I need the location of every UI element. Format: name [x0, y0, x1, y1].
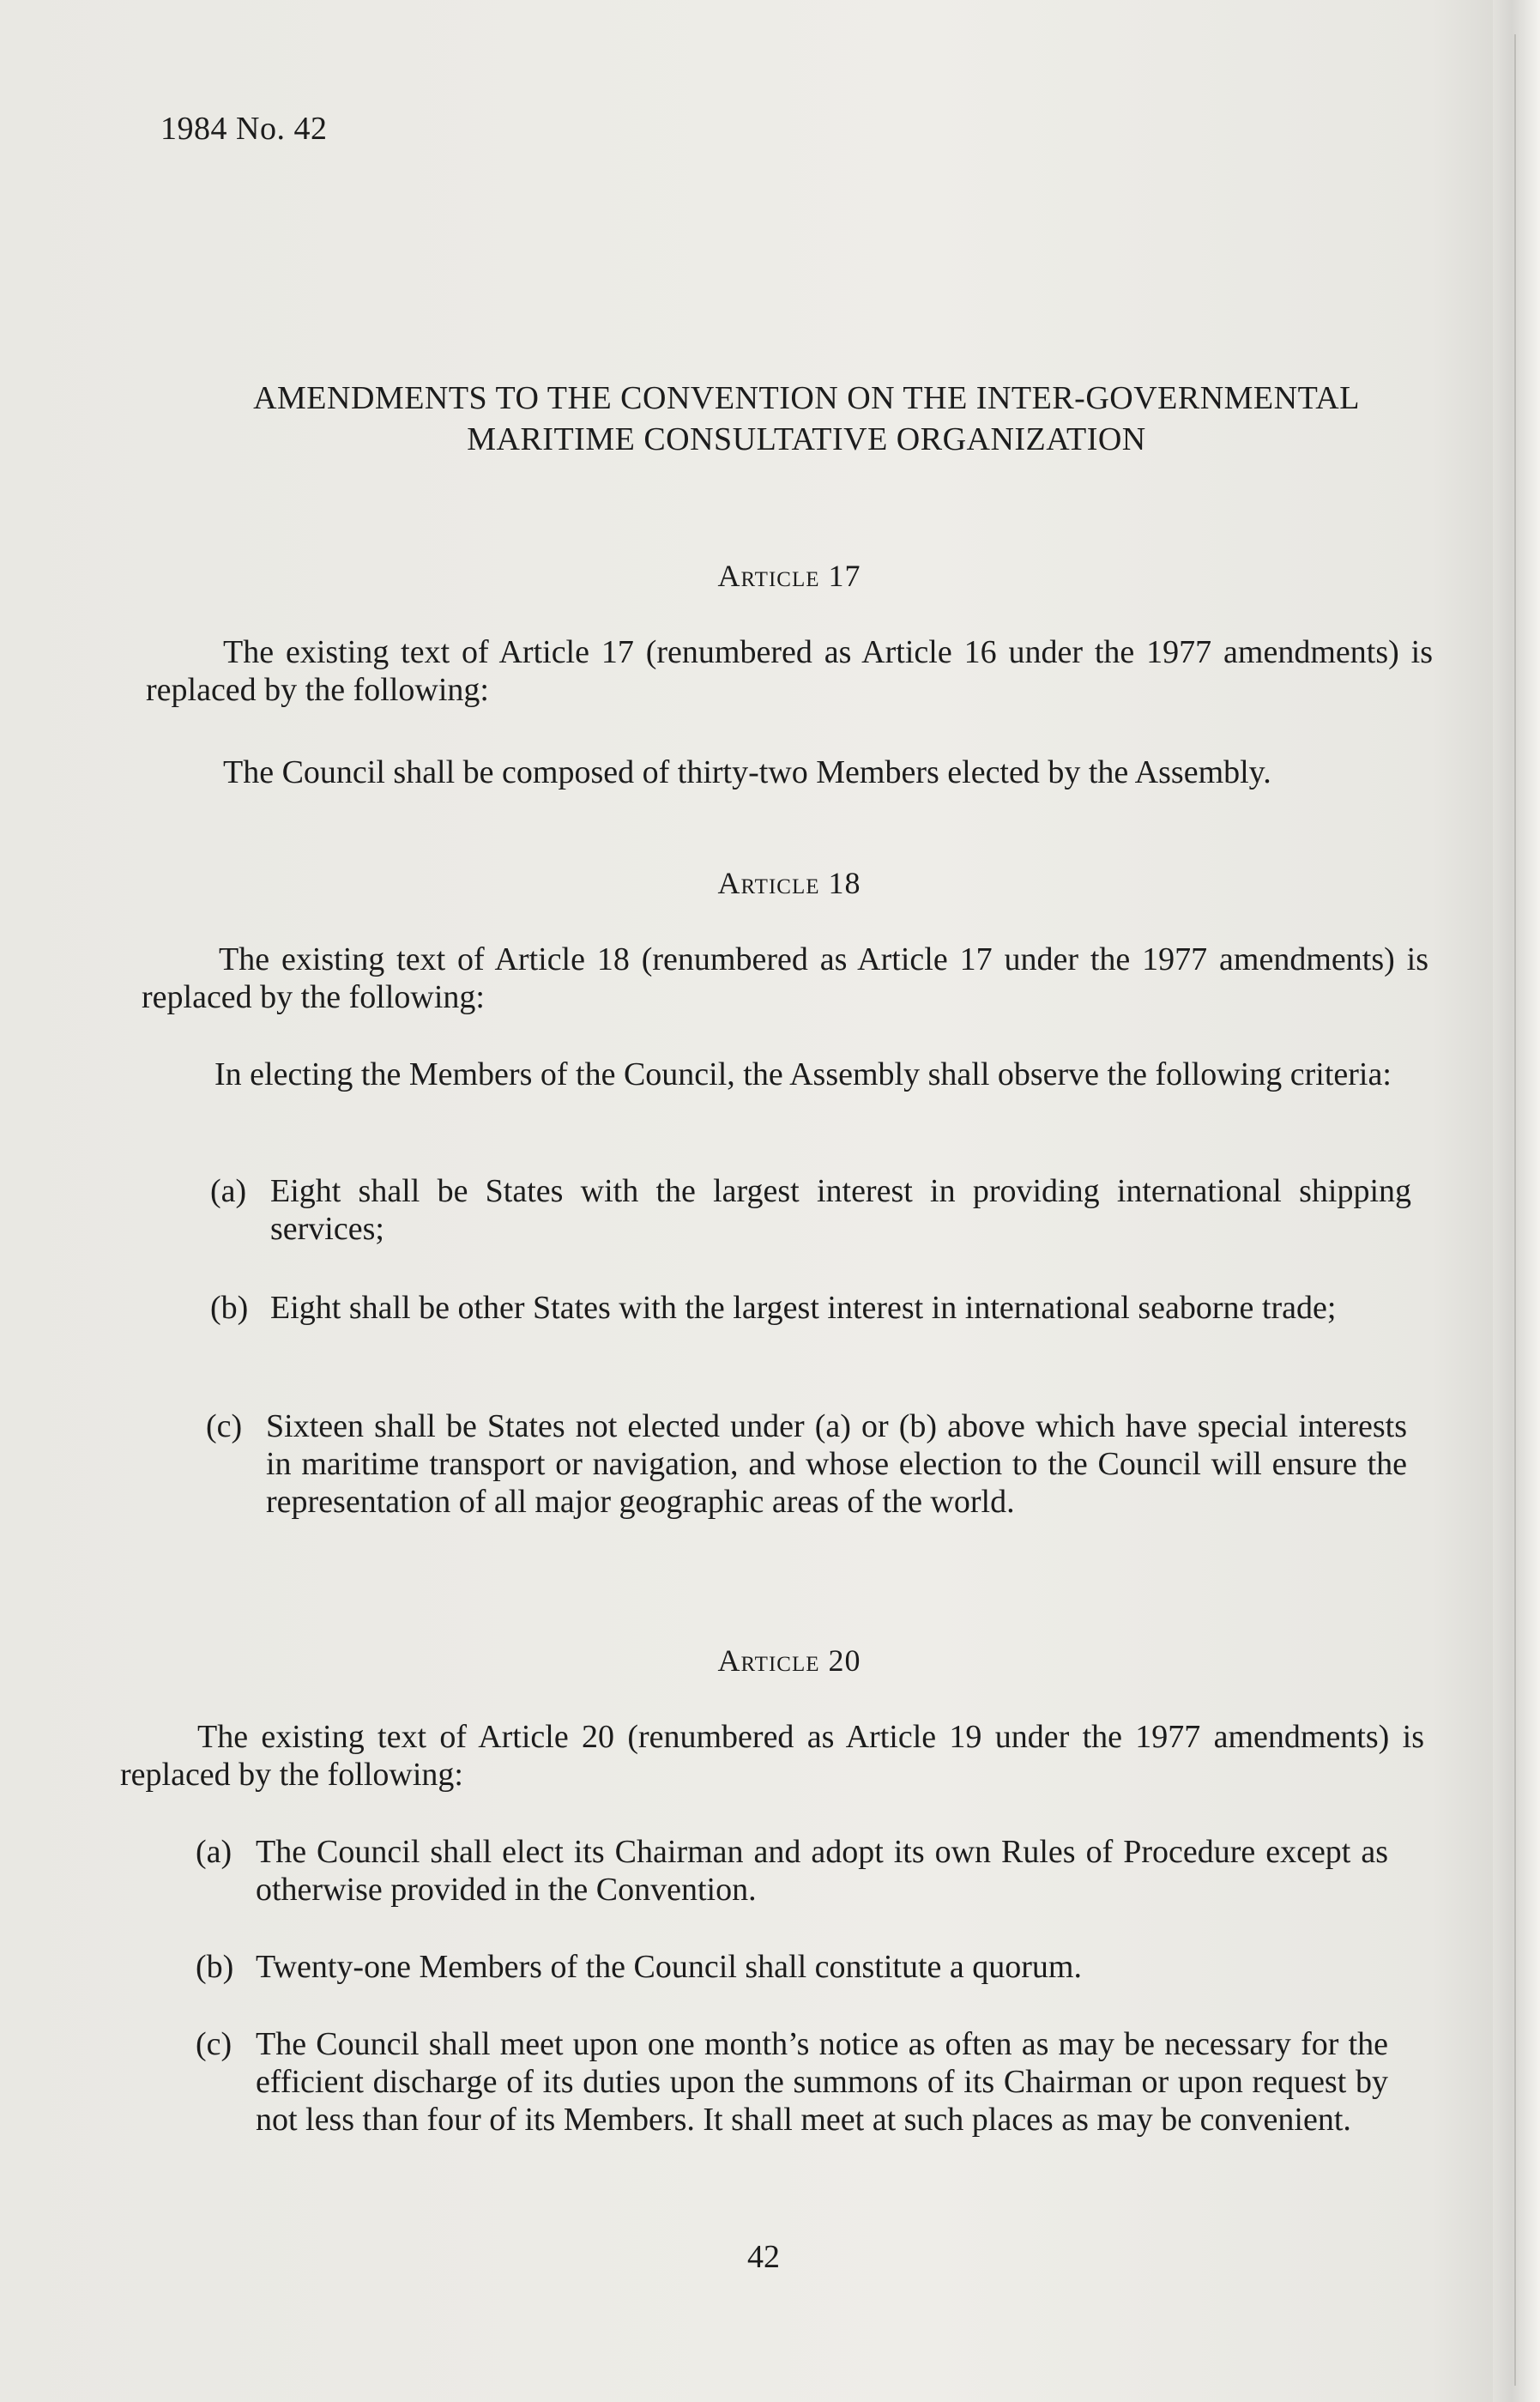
item-label: (a) — [210, 1173, 247, 1209]
item-text: Eight shall be States with the largest interest in providing international shipping services; — [270, 1173, 1411, 1247]
page-edge — [1493, 0, 1540, 2402]
item-text: Eight shall be other States with the largest interest in international seaborne trade; — [270, 1290, 1337, 1326]
article-17-intro: The existing text of Article 17 (renumbered as Article 16 under the 1977 amendments) is replaced by the following: — [146, 634, 1433, 708]
article-17-heading: Article 17 — [717, 559, 861, 593]
article-20-intro: The existing text of Article 20 (renumbered as Article 19 under the 1977 amendments) is replaced by the following: — [120, 1719, 1424, 1793]
item-label: (c) — [206, 1408, 243, 1444]
running-head: 1984 No. 42 — [160, 111, 328, 147]
title-line-1: AMENDMENTS TO THE CONVENTION ON THE INTER-GOVERNMENTAL — [253, 380, 1360, 416]
item-text: The Council shall elect its Chairman and adopt its own Rules of Procedure except as otherwise provided in the Convention. — [256, 1834, 1388, 1908]
item-label: (a) — [196, 1834, 233, 1870]
article-18-heading: Article 18 — [717, 866, 861, 900]
article-17-text: The Council shall be composed of thirty-two Members elected by the Assembly. — [223, 754, 1271, 790]
item-text: Sixteen shall be States not elected under (a) or (b) above which have special interests in maritime transport or navigation, and whose election to the Council will ensure the representation of all major geographic areas of the world. — [266, 1408, 1407, 1520]
page-number: 42 — [747, 2239, 780, 2275]
item-label: (b) — [196, 1949, 234, 1985]
item-text: Twenty-one Members of the Council shall constitute a quorum. — [256, 1949, 1082, 1985]
item-label: (c) — [196, 2026, 233, 2062]
item-text: The Council shall meet upon one month’s notice as often as may be necessary for the efficient discharge of its duties upon the summons of its Chairman or upon request by not less than four of its Members. It shall meet at such places as may be convenient. — [256, 2026, 1388, 2138]
item-label: (b) — [210, 1290, 249, 1326]
article-18-lead: In electing the Members of the Council, the Assembly shall observe the following criteria: — [214, 1056, 1392, 1092]
article-18-intro: The existing text of Article 18 (renumbered as Article 17 under the 1977 amendments) is replaced by the following: — [142, 941, 1428, 1015]
document-title — [137, 378, 1476, 460]
title-line-2: MARITIME CONSULTATIVE ORGANIZATION — [467, 421, 1146, 457]
binding-line — [1514, 34, 1516, 2386]
article-20-heading: Article 20 — [717, 1643, 861, 1678]
